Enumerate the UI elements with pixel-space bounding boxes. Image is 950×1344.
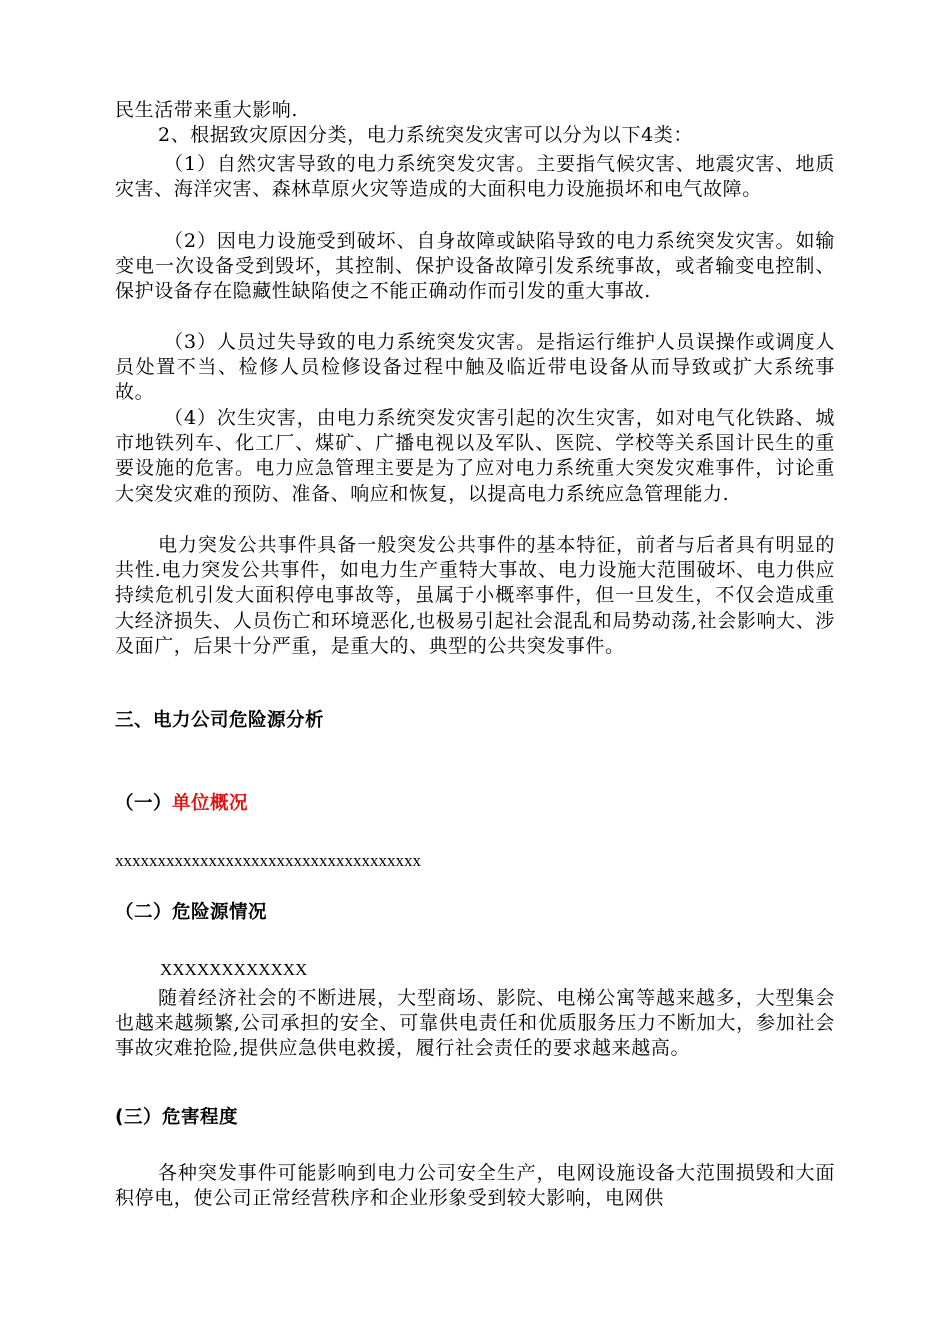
paragraph-natural-disaster: （1）自然灾害导致的电力系统突发灾害。主要指气候灾害、地震灾害、地质灾害、海洋灾害、森林草原火灾等造成的大面积电力设施损坏和电气故障。 <box>115 153 835 201</box>
paragraph-human-error: （3）人员过失导致的电力系统突发灾害。是指运行维护人员误操作或调度人员处置不当、检修人员检修设备过程中触及临近带电设备从而导致或扩大系统事故。 <box>115 331 835 404</box>
paragraph-secondary-disaster: （4）次生灾害，由电力系统突发灾害引起的次生灾害，如对电气化铁路、城市地铁列车、化工厂、煤矿、广播电视以及军队、医院、学校等关系国计民生的重要设施的危害。电力应急管理主要是为了应对电力系统重大突发灾难事件，讨论重大突发灾难的预防、准备、响应和恢复，以提高电力系统应急管理能力. <box>115 407 835 505</box>
subheading-unit-overview-text: 单位概况 <box>172 793 249 814</box>
subheading-harm-degree: (三）危害程度 <box>115 1107 238 1128</box>
subheading-hazard-source: （二）危险源情况 <box>115 902 268 923</box>
paragraph-impact: 各种突发事件可能影响到电力公司安全生产，电网设施设备大范围损毁和大面积停电，使公司正常经营秩序和企业形象受到较大影响，电网供 <box>115 1162 835 1210</box>
paragraph-facility-damage: （2）因电力设施受到破坏、自身故障或缺陷导致的电力系统突发灾害。如输变电一次设备受到毁坏，其控制、保护设备故障引发系统事故，或者输变电控制、保护设备存在隐藏性缺陷使之不能正确动作而引发的重大事故. <box>115 230 835 303</box>
subheading-prefix: （一） <box>115 793 173 814</box>
subheading-unit-overview <box>115 789 248 815</box>
placeholder-text-lower: xxxxxxxxxxxxxxxxxxxxxxxxxxxxxxxxxxxx <box>115 851 421 870</box>
paragraph-development: 随着经济社会的不断进展，大型商场、影院、电梯公寓等越来越多，大型集会也越来越频繁,公司承担的安全、可靠供电责任和优质服务压力不断加大，参加社会事故灾难抢险,提供应急供电救援，履行社会责任的要求越来越高。 <box>115 987 835 1060</box>
section-heading-hazard-analysis: 三、电力公司危险源分析 <box>115 710 325 731</box>
paragraph-classification: 2、根据致灾原因分类，电力系统突发灾害可以分为以下4类： <box>158 124 693 146</box>
paragraph-continuation: 民生活带来重大影响. <box>115 99 299 121</box>
paragraph-public-event: 电力突发公共事件具备一般突发公共事件的基本特征，前者与后者具有明显的共性.电力突发公共事件，如电力生产重特大事故、电力设施大范围破坏、电力供应持续危机引发大面积停电事故等，虽属于小概率事件，但一旦发生，不仅会造成重大经济损失、人员伤亡和环境恶化,也极易引起社会混乱和局势动荡,社会影响大、涉及面广，后果十分严重，是重大的、典型的公共突发事件。 <box>115 534 835 657</box>
placeholder-text-upper: XXXXXXXXXXXX <box>160 960 308 979</box>
